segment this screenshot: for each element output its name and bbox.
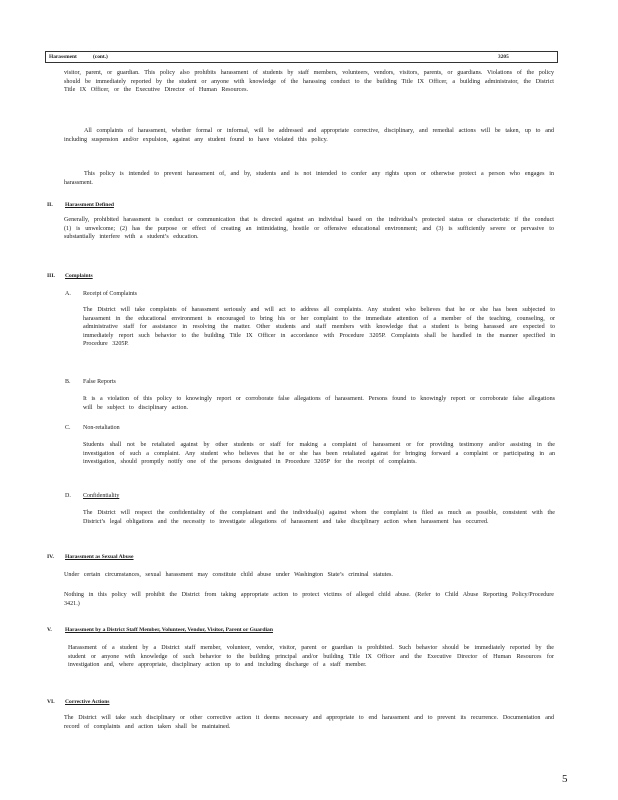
intro-paragraph-2: All complaints of harassment, whether formal or informal, will be addressed and appropriate corrective, disciplinary, and remedial actions will be taken, up to and including suspension and/or expulsion, against any student found to have violated this policy.: [64, 128, 554, 143]
section-title: Harassment Defined: [65, 202, 114, 208]
intro-paragraph-3: This policy is intended to prevent harassment of, and by, students and is not intended to confer any rights upon or otherwise protect a person who engages in harassment.: [64, 171, 554, 186]
section-ii-body: Generally, prohibited harassment is conduct or communication that is directed against an individual based on the individual’s protected status or characteristic if the conduct (1) is unwelcome; (2) has the purpose or effect of creating an intimidating, hostile or offensive educational environment; and (3) is sufficiently severe or pervasive to substantially interfere with a student’s education.: [64, 217, 554, 240]
subsection-title: Confidentiality: [83, 493, 120, 499]
section-number: VI.: [47, 699, 55, 705]
header-policy-number: 3205: [498, 54, 509, 60]
section-title: Corrective Actions: [65, 699, 110, 705]
section-vi-body: The District will take such disciplinary or other corrective action it deems necessary and appropriate to end harassment and to prevent its recurrence. Documentation and record of complaints and action taken shall be maintained.: [64, 715, 554, 730]
subsection-title: False Reports: [83, 379, 116, 385]
section-number: II.: [47, 202, 53, 208]
subsection-d-heading: [65, 492, 555, 501]
section-iv-heading: [47, 553, 557, 562]
header-cont: (cont.): [93, 54, 108, 60]
section-title: Complaints: [65, 273, 93, 279]
subsection-b-body: It is a violation of this policy to knowingly report or corroborate false allegations of harassment. Persons found to knowingly report or corroborate false allegations will be subject to disciplinary action.: [83, 396, 555, 411]
subsection-title: Non-retaliation: [83, 425, 120, 431]
subsection-a-heading: [65, 290, 555, 299]
subsection-letter: B.: [65, 379, 71, 385]
section-iii-heading: [47, 272, 557, 281]
section-v-body: Harassment of a student by a District staff member, volunteer, vendor, visitor, parent or guardian is prohibited. Such behavior should be immediately reported by the student or anyone with knowledge of such behavior to the building principal and/or building Title IX Officer and the Executive Director of Human Resources for investigation and, where appropriate, disciplinary action up to and including discharge of a staff member.: [68, 645, 554, 668]
subsection-title: Receipt of Complaints: [83, 291, 137, 297]
subsection-a-body: The District will take complaints of harassment seriously and will act to address all complaints. Any student who believes that he or she has been subjected to harassment in the educational environment is encouraged to bring his or her complaint to the immediate attention of a member of the teaching, counseling, or administrative staff for assistance in resolving the matter. Other students and staff members with knowledge that a student is being harassed are expected to immediately report such behavior to the building Title IX Officer in accordance with Procedure 3205P. Complaints shall be handled in the manner specified in Procedure 3205P.: [83, 307, 555, 347]
intro-paragraph-1: visitor, parent, or guardian. This policy also prohibits harassment of students by staff members, volunteers, vendors, visitors, parents, or guardians. Violations of the policy should be immediately reported by the student or anyone with knowledge of the harassing conduct to the building Title IX Officer, a building administrator, the District Title IX Officer, or the Executive Director of Human Resources.: [64, 70, 554, 93]
subsection-d-body: The District will respect the confidentiality of the complainant and the individual(s) against whom the complaint is filed as much as possible, consistent with the District’s legal obligations and the necessity to investigate allegations of harassment and take disciplinary action when harassment has occurred.: [83, 510, 555, 525]
section-vi-heading: [47, 698, 557, 707]
subsection-b-heading: [65, 378, 555, 387]
section-iv-paragraph-2: Nothing in this policy will prohibit the District from taking appropriate action to protect victims of alleged child abuse. (Refer to Child Abuse Reporting Policy/Procedure 3421.): [64, 592, 554, 607]
subsection-c-heading: [65, 424, 555, 433]
section-ii-heading: [47, 201, 557, 210]
subsection-letter: D.: [65, 493, 71, 499]
running-header: [45, 51, 558, 63]
subsection-letter: A.: [65, 291, 71, 297]
section-v-heading: [47, 626, 557, 635]
page-number: 5: [562, 773, 568, 785]
subsection-letter: C.: [65, 425, 71, 431]
subsection-c-body: Students shall not be retaliated against by other students or staff for making a complaint of harassment or for providing testimony and/or assisting in the investigation of such a complaint. Any student who believes that he or she has been retaliated against for bringing forward a complaint or participating in an investigation, should promptly notify one of the persons designated in Procedure 3205P for the receipt of complaints.: [83, 442, 555, 465]
section-number: V.: [47, 627, 52, 633]
section-number: IV.: [47, 554, 54, 560]
section-number: III.: [47, 273, 55, 279]
header-title: Harassment: [49, 54, 77, 60]
section-title: Harassment by a District Staff Member, Volunteer, Vendor, Visitor, Parent or Guardian: [65, 627, 273, 633]
section-iv-paragraph-1: Under certain circumstances, sexual harassment may constitute child abuse under Washington State’s criminal statutes.: [64, 572, 393, 578]
section-title: Harassment as Sexual Abuse: [65, 554, 134, 560]
